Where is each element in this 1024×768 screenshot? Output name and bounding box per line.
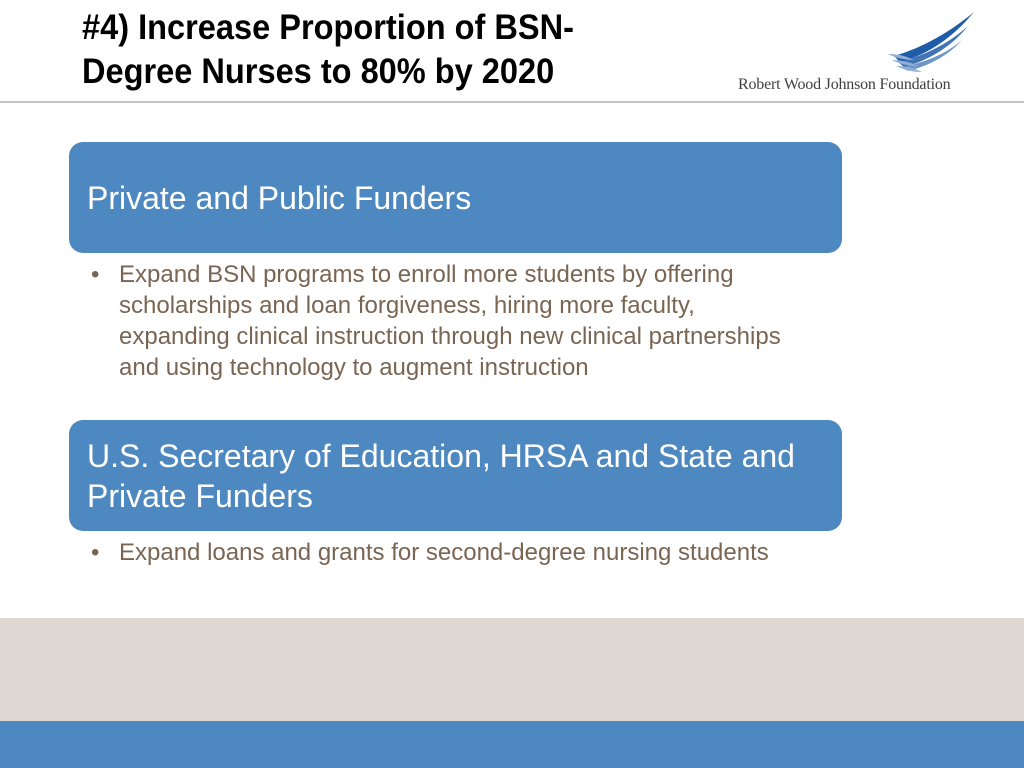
slide-title [82,6,677,94]
slide-title-line-1: #4) Increase Proportion of BSN- [82,8,574,47]
foundation-logo [738,8,978,98]
section-heading-secretary-education-hrsa [69,420,842,531]
title-divider [0,101,1024,103]
bullet-list-2 [88,537,808,568]
bird-wing-icon [888,10,980,74]
slide-title-line-2: Degree Nurses to 80% by 2020 [82,52,555,91]
section-heading-text: Private and Public Funders [87,179,472,216]
footer-band [0,618,1024,721]
bullet-item: • Expand loans and grants for second-degree nursing students [88,537,808,568]
bullet-list-1 [88,259,808,383]
section-heading-text: U.S. Secretary of Education, HRSA and State and Private Funders [87,437,795,514]
section-heading-private-public-funders [69,142,842,253]
bullet-item: • Expand BSN programs to enroll more students by offering scholarships and loan forgiveness, hiring more faculty, expanding clinical instruction through new clinical partnerships and using technology to augment instruction [88,259,808,383]
logo-text: Robert Wood Johnson Foundation [738,76,951,93]
footer-bar [0,721,1024,768]
